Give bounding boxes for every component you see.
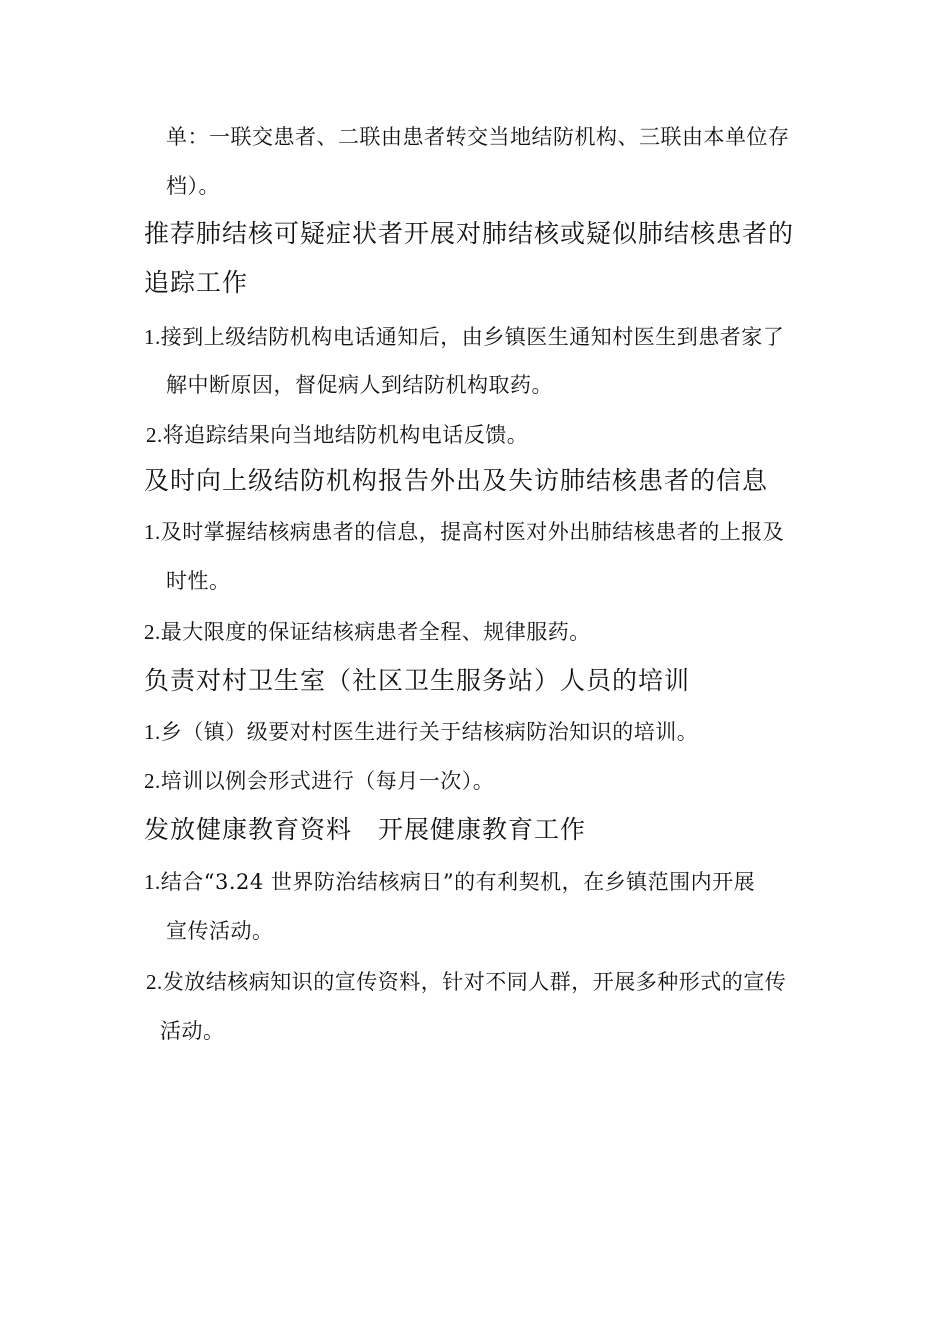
list-item-text: 最大限度的保证结核病患者全程、规律服药。 xyxy=(160,620,591,644)
list-item xyxy=(144,722,698,743)
list-item-number: 2. xyxy=(146,970,163,994)
section-heading: 负责对村卫生室（社区卫生服务站）人员的培训 xyxy=(144,666,691,695)
section-heading-cont: 追踪工作 xyxy=(144,268,249,297)
list-item xyxy=(144,622,591,643)
list-item xyxy=(144,522,784,543)
list-item xyxy=(144,872,755,893)
list-item-text: 及时掌握结核病患者的信息，提高村医对外出肺结核患者的上报及 xyxy=(160,520,785,544)
section-heading: 及时向上级结防机构报告外出及失访肺结核患者的信息 xyxy=(144,466,769,495)
list-item xyxy=(146,972,786,993)
list-item-text: 发放结核病知识的宣传资料，针对不同人群，开展多种形式的宣传 xyxy=(162,970,787,994)
continuation-line-1: 单：一联交患者、二联由患者转交当地结防机构、三联由本单位存 xyxy=(166,125,790,149)
list-item-number: 1. xyxy=(144,325,161,349)
list-item-continuation: 活动。 xyxy=(160,1019,225,1043)
list-item xyxy=(144,771,494,792)
list-item-text: 将追踪结果向当地结防机构电话反馈。 xyxy=(162,423,529,447)
section-heading: 推荐肺结核可疑症状者开展对肺结核或疑似肺结核患者的 xyxy=(144,219,795,248)
list-item-number: 2. xyxy=(144,769,161,793)
list-item-text: 结合“3.24 世界防治结核病日”的有利契机，在乡镇范围内开展 xyxy=(160,870,756,894)
list-item-continuation: 时性。 xyxy=(166,569,231,593)
section-heading: 发放健康教育资料 开展健康教育工作 xyxy=(144,815,587,844)
list-item-number: 1. xyxy=(144,520,161,544)
list-item-text: 接到上级结防机构电话通知后，由乡镇医生通知村医生到患者家了 xyxy=(160,325,785,349)
list-item-continuation: 解中断原因，督促病人到结防机构取药。 xyxy=(166,373,553,397)
list-item-number: 2. xyxy=(144,620,161,644)
list-item-number: 1. xyxy=(144,870,161,894)
list-item xyxy=(146,425,528,446)
list-item-continuation: 宣传活动。 xyxy=(166,919,274,943)
list-item-text: 乡（镇）级要对村医生进行关于结核病防治知识的培训。 xyxy=(160,720,699,744)
continuation-line-2: 档）。 xyxy=(166,174,220,198)
list-item xyxy=(144,327,784,348)
list-item-text: 培训以例会形式进行（每月一次）。 xyxy=(160,769,495,793)
list-item-number: 2. xyxy=(146,423,163,447)
list-item-number: 1. xyxy=(144,720,161,744)
